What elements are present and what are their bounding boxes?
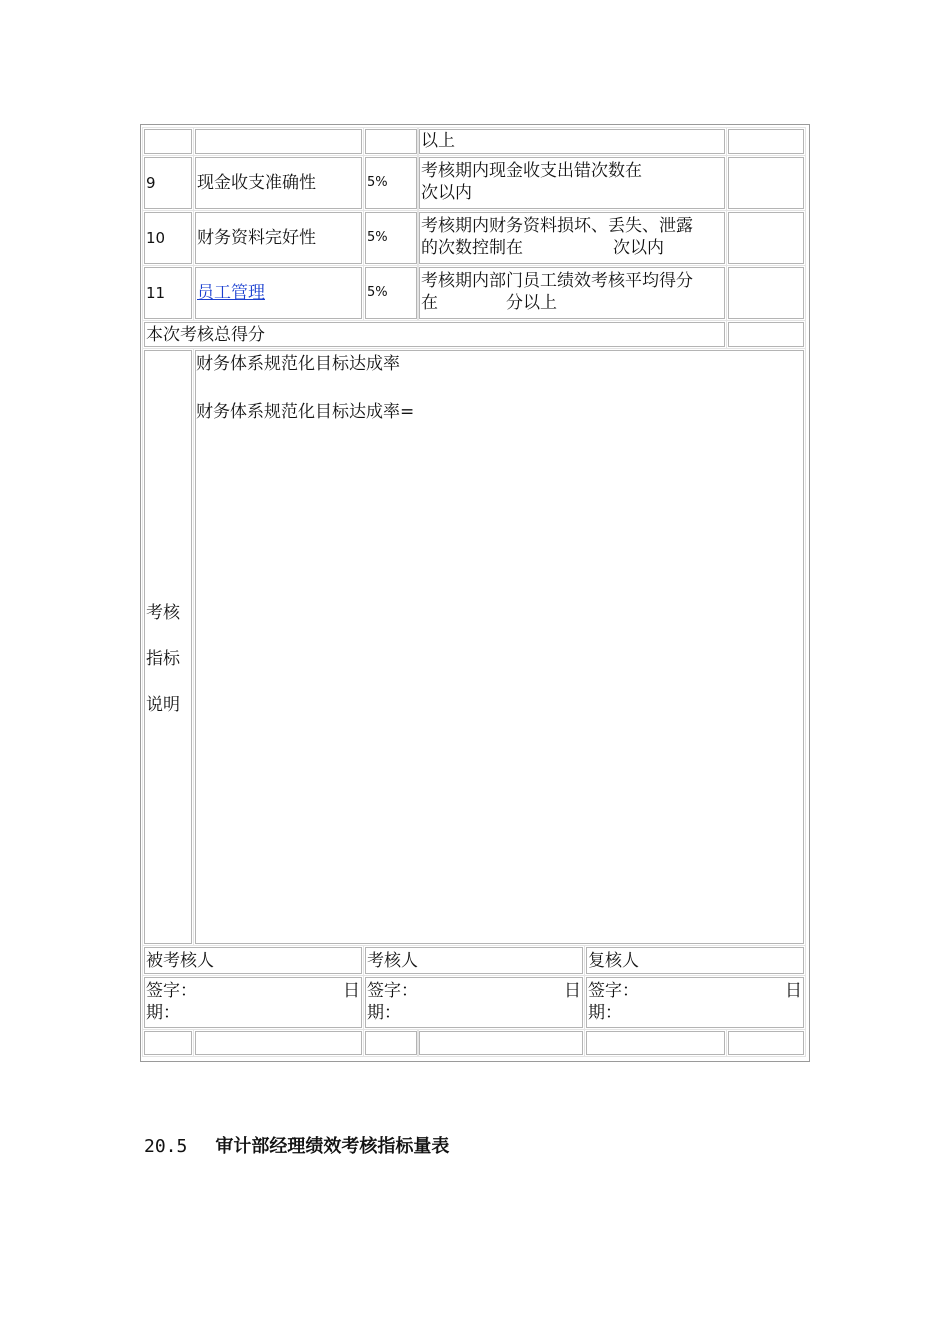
desc-line: 考核期内部门员工绩效考核平均得分	[421, 271, 693, 291]
assessee-header	[144, 947, 362, 974]
desc-line: 考核期内现金收支出错次数在	[421, 161, 642, 181]
explain-formula: 财务体系规范化目标达成率=	[196, 402, 415, 422]
weight-text: 5%	[367, 175, 388, 190]
employee-management-link[interactable]: 员工管理	[197, 283, 265, 303]
indicator-name-text: 现金收支准确性	[197, 173, 316, 193]
date-label: 日	[785, 981, 802, 1001]
table-cell	[365, 129, 417, 154]
table-cell	[728, 1031, 804, 1055]
section-number: 20.5	[144, 1136, 188, 1157]
assessor-label: 考核人	[367, 950, 418, 971]
table-cell	[144, 1031, 192, 1055]
assessor-sign-cell	[365, 977, 583, 1028]
explain-text: 财务体系规范化目标达成率	[196, 354, 400, 374]
indicator-name	[195, 212, 362, 264]
reviewer-header	[586, 947, 804, 974]
indicator-name-text: 财务资料完好性	[197, 228, 316, 248]
date-label: 期：	[146, 1003, 180, 1023]
total-score-value	[728, 322, 804, 347]
indicator-desc-cont	[419, 129, 725, 154]
indicator-weight	[365, 267, 417, 319]
explain-label-cell	[144, 350, 192, 944]
date-label: 日	[343, 981, 360, 1001]
indicator-name	[195, 157, 362, 209]
assessor-header	[365, 947, 583, 974]
row-number	[144, 267, 192, 319]
explain-content-cell	[195, 350, 804, 944]
section-title: 审计部经理绩效考核指标量表	[215, 1136, 450, 1157]
indicator-desc	[419, 267, 725, 319]
weight-text: 5%	[367, 230, 388, 245]
indicator-name	[195, 267, 362, 319]
table-cell	[195, 129, 362, 154]
desc-line	[421, 237, 723, 259]
explain-label-line: 考核	[146, 603, 180, 623]
desc-text: 以上	[421, 131, 455, 151]
table-cell	[365, 1031, 417, 1055]
indicator-weight	[365, 157, 417, 209]
indicator-desc	[419, 212, 725, 264]
weight-text: 5%	[367, 285, 388, 300]
reviewer-sign-cell	[586, 977, 804, 1028]
table-cell	[728, 129, 804, 154]
assessee-sign-cell	[144, 977, 362, 1028]
date-label: 日	[564, 981, 581, 1001]
desc-fragment: 的次数控制在	[421, 238, 523, 258]
explain-label-line: 指标	[146, 649, 180, 669]
desc-fragment: 在	[421, 293, 438, 313]
reviewer-label: 复核人	[588, 950, 639, 971]
date-label: 期：	[588, 1003, 622, 1023]
date-label: 期：	[367, 1003, 401, 1023]
table-cell	[195, 1031, 362, 1055]
table-cell	[144, 129, 192, 154]
desc-line: 次以内	[421, 183, 472, 203]
score-cell	[728, 157, 804, 209]
indicator-weight	[365, 212, 417, 264]
explain-label-line: 说明	[146, 695, 180, 715]
assessment-table	[140, 124, 810, 1062]
desc-line: 考核期内财务资料损坏、丢失、泄露	[421, 216, 693, 236]
row-number-text: 9	[146, 174, 156, 192]
desc-fragment: 次以内	[613, 238, 664, 258]
section-heading	[144, 1132, 449, 1158]
sign-label: 签字：	[588, 981, 639, 1001]
desc-line	[421, 292, 723, 314]
row-number	[144, 212, 192, 264]
table-cell	[586, 1031, 725, 1055]
sign-label: 签字：	[367, 981, 418, 1001]
total-score-text: 本次考核总得分	[146, 324, 265, 345]
total-score-label	[144, 322, 725, 347]
score-cell	[728, 212, 804, 264]
desc-fragment: 分以上	[506, 293, 557, 313]
score-cell	[728, 267, 804, 319]
assessee-label: 被考核人	[146, 950, 214, 971]
table-cell	[419, 1031, 583, 1055]
row-number-text: 10	[146, 229, 166, 247]
sign-label: 签字：	[146, 981, 197, 1001]
row-number	[144, 157, 192, 209]
indicator-desc	[419, 157, 725, 209]
row-number-text: 11	[146, 284, 166, 302]
